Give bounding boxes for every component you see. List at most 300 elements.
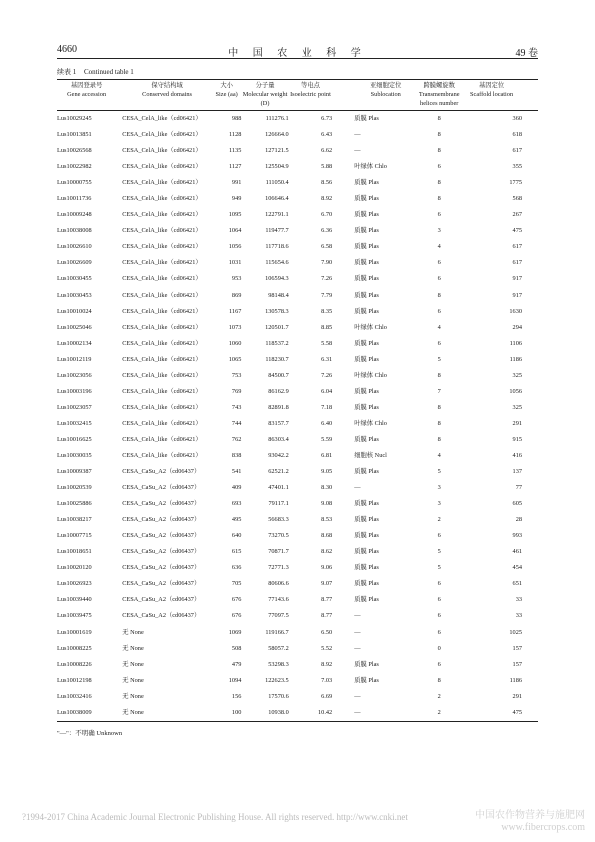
cell-sublocation: 叶绿体 Chlo — [354, 419, 387, 427]
cell-size: 479 — [231, 660, 242, 668]
cell-sublocation: 质膜 Plas — [354, 275, 379, 283]
cell-transmembrane: 4 — [437, 452, 441, 459]
cell-accession: Lus10023057 — [57, 403, 92, 411]
cell-sublocation: 质膜 Plas — [354, 403, 379, 411]
cell-transmembrane: 8 — [437, 131, 441, 139]
cell-sublocation: 质膜 Plas — [354, 435, 379, 443]
cell-isoelectric-point: 5.58 — [321, 339, 333, 347]
table-row — [57, 480, 538, 496]
cell-sublocation: — — [354, 644, 361, 652]
cell-transmembrane: 4 — [437, 243, 441, 251]
cell-transmembrane: 5 — [437, 548, 441, 556]
page-number: 4660 — [57, 44, 77, 55]
cell-isoelectric-point: 8.77 — [321, 612, 333, 620]
cell-scaffold: 33 — [515, 612, 522, 620]
table-note: "—"：不明确 Unknown — [57, 730, 123, 737]
cell-scaffold: 1056 — [509, 387, 522, 395]
cell-sublocation: 质膜 Plas — [354, 307, 379, 315]
cell-accession: Lus10030455 — [57, 275, 92, 283]
journal-title: 中 国 农 业 科 学 — [228, 48, 367, 59]
cell-accession: Lus10001619 — [57, 628, 92, 636]
cell-domain: CESA_CaSu_A2（cd06437） — [122, 532, 201, 540]
running-header — [57, 44, 538, 58]
cell-size: 1128 — [229, 131, 242, 139]
table-row — [57, 673, 538, 689]
cell-size: 1031 — [228, 259, 242, 267]
cell-isoelectric-point: 9.07 — [321, 580, 333, 588]
cell-domain: CESA_CaSu_A2（cd06437） — [122, 548, 201, 556]
cell-size: 744 — [231, 419, 242, 427]
cell-scaffold: 360 — [512, 115, 522, 123]
cell-scaffold: 454 — [512, 564, 522, 572]
cell-accession: Lus10012198 — [57, 676, 92, 684]
cell-size: 1135 — [229, 147, 242, 155]
cell-domain: 无 None — [122, 644, 144, 652]
cell-sublocation: 质膜 Plas — [354, 548, 379, 556]
cell-accession: Lus10008226 — [57, 660, 92, 668]
cell-molecular-weight: 82891.8 — [268, 403, 289, 411]
cell-size: 541 — [231, 468, 242, 476]
cell-molecular-weight: 86162.9 — [268, 387, 289, 395]
cell-accession: Lus10020120 — [57, 564, 92, 572]
cell-scaffold: 568 — [512, 195, 522, 203]
cell-domain: CESA_CelA_like（cd06421） — [122, 355, 202, 363]
table-row — [57, 608, 538, 624]
cell-sublocation: 叶绿体 Chlo — [354, 163, 387, 171]
cell-size: 100 — [212, 705, 241, 722]
cell-sublocation: — — [354, 147, 361, 155]
cell-molecular-weight: 77143.6 — [268, 596, 289, 604]
cell-transmembrane: 6 — [437, 307, 441, 315]
cell-scaffold: 618 — [512, 131, 522, 139]
cell-scaffold: 157 — [512, 644, 522, 652]
cell-transmembrane: 8 — [437, 371, 441, 379]
table-caption — [57, 67, 140, 77]
cell-size: 693 — [231, 500, 242, 508]
cell-scaffold: 617 — [512, 243, 522, 251]
cell-sublocation: — — [354, 484, 361, 492]
cell-size: 988 — [231, 115, 242, 123]
cell-accession: Lus10003196 — [57, 387, 92, 395]
cell-scaffold: 475 — [512, 227, 522, 235]
cell-accession: Lus10038009 — [57, 705, 116, 722]
cell-domain: CESA_CelA_like（cd06421） — [122, 371, 202, 379]
cell-sublocation: 质膜 Plas — [354, 580, 379, 588]
cell-accession: Lus10022982 — [57, 163, 92, 171]
cell-molecular-weight: 119477.7 — [265, 227, 289, 235]
cell-size: 1064 — [228, 227, 242, 235]
table-row — [57, 223, 538, 239]
cell-molecular-weight: 10938.0 — [241, 705, 288, 722]
cell-size: 753 — [231, 371, 242, 379]
cell-sublocation: 质膜 Plas — [354, 259, 379, 267]
table-row — [57, 352, 538, 368]
cell-domain: CESA_CelA_like（cd06421） — [122, 307, 202, 315]
cell-scaffold: 461 — [512, 548, 522, 556]
col-header-molecular-weight: 分子量 Molecular weight (D) — [242, 82, 288, 107]
cell-size: 508 — [231, 644, 242, 652]
cell-sublocation: — — [354, 612, 361, 620]
cell-molecular-weight: 56683.3 — [268, 516, 289, 524]
cell-isoelectric-point: 6.62 — [321, 147, 333, 155]
cell-transmembrane: 6 — [437, 580, 441, 588]
cell-domain: CESA_CaSu_A2（cd06437） — [122, 484, 201, 492]
cell-scaffold: 77 — [515, 484, 522, 492]
cell-molecular-weight: 73270.5 — [268, 532, 289, 540]
cell-scaffold: 917 — [512, 291, 522, 299]
cell-accession: Lus10009387 — [57, 468, 92, 476]
cell-sublocation: — — [354, 628, 361, 636]
table-caption-en: Continued table 1 — [84, 68, 134, 76]
cell-transmembrane: 3 — [437, 484, 441, 492]
cell-scaffold: 28 — [515, 516, 522, 524]
cell-molecular-weight: 79117.1 — [268, 500, 289, 508]
cell-accession: Lus10002134 — [57, 339, 92, 347]
cell-transmembrane: 8 — [437, 195, 441, 203]
cell-transmembrane: 8 — [437, 676, 441, 684]
cell-isoelectric-point: 6.81 — [321, 452, 333, 459]
col-header-isoelectric-point: 等电点 Isoelectric point — [290, 82, 331, 98]
cell-accession: Lus10030453 — [57, 291, 92, 299]
table-caption-zh: 续表 1 — [57, 68, 77, 76]
cell-molecular-weight: 98148.4 — [268, 291, 289, 299]
cell-size: 1073 — [228, 323, 242, 331]
cell-isoelectric-point: 6.36 — [321, 227, 333, 235]
cell-domain: CESA_CaSu_A2（cd06437） — [122, 500, 201, 508]
cell-size: 762 — [231, 435, 242, 443]
cell-molecular-weight: 122791.1 — [265, 211, 289, 219]
cell-transmembrane: 6 — [437, 596, 441, 604]
cell-sublocation: 质膜 Plas — [354, 500, 379, 508]
cell-isoelectric-point: 8.56 — [321, 179, 333, 187]
cell-transmembrane: 6 — [437, 660, 441, 668]
table-row — [57, 576, 538, 592]
table-row — [57, 271, 538, 287]
cell-accession: Lus10012119 — [57, 355, 92, 363]
copyright-footer: ?1994-2017 China Academic Journal Electronic Publishing House. All rights reserved. http://www.cnki.net — [22, 812, 408, 822]
table-row — [57, 191, 538, 207]
cell-transmembrane: 6 — [437, 339, 441, 347]
cell-scaffold: 416 — [512, 452, 522, 459]
cell-molecular-weight: 111276.1 — [265, 115, 289, 123]
cell-size: 1094 — [228, 676, 242, 684]
cell-molecular-weight: 77097.5 — [268, 612, 289, 620]
cell-sublocation: 质膜 Plas — [354, 468, 379, 476]
cell-scaffold: 1775 — [509, 179, 522, 187]
col-header-transmembrane: 跨膜螺旋数 Transmembrane helices number — [418, 82, 460, 107]
cell-sublocation: 叶绿体 Chlo — [354, 323, 387, 331]
cell-accession: Lus10038008 — [57, 227, 92, 235]
cell-size: 1127 — [229, 163, 242, 171]
cell-size: 636 — [231, 564, 242, 572]
cell-scaffold: 1025 — [509, 628, 522, 636]
cell-transmembrane: 6 — [437, 532, 441, 540]
cell-sublocation: 质膜 Plas — [354, 596, 379, 604]
cell-accession: Lus10025046 — [57, 323, 92, 331]
cell-molecular-weight: 53298.3 — [268, 660, 289, 668]
cell-sublocation: 质膜 Plas — [354, 179, 379, 187]
cell-molecular-weight: 86303.4 — [268, 435, 289, 443]
cell-molecular-weight: 118230.7 — [265, 355, 289, 363]
cell-domain: 无 None — [122, 676, 144, 684]
cell-size: 676 — [231, 596, 242, 604]
table-row — [57, 512, 538, 528]
cell-isoelectric-point: 7.79 — [321, 291, 333, 299]
cell-isoelectric-point: 6.70 — [321, 211, 333, 219]
cell-isoelectric-point: 9.05 — [321, 468, 333, 476]
table-row — [57, 560, 538, 576]
cell-domain: CESA_CelA_like（cd06421） — [122, 275, 202, 283]
col-header-accession: 基因登录号 Gene accession — [67, 82, 107, 98]
cell-size: 676 — [231, 612, 242, 620]
cell-size: 953 — [231, 275, 242, 283]
cell-isoelectric-point: 7.90 — [321, 259, 333, 267]
cell-transmembrane: 8 — [437, 179, 441, 187]
table-row — [57, 336, 538, 352]
cell-molecular-weight: 120501.7 — [265, 323, 289, 331]
cell-accession: Lus10039475 — [57, 612, 92, 620]
table-body — [57, 111, 538, 722]
cell-molecular-weight: 72771.3 — [268, 564, 289, 572]
cell-accession: Lus10007715 — [57, 532, 92, 540]
table-row — [57, 175, 538, 191]
cell-sublocation: 质膜 Plas — [354, 195, 379, 203]
cell-isoelectric-point: 7.03 — [321, 676, 333, 684]
table-row — [57, 496, 538, 512]
cell-domain: CESA_CelA_like（cd06421） — [122, 211, 202, 219]
cell-sublocation: 质膜 Plas — [354, 339, 379, 347]
cell-transmembrane: 6 — [437, 612, 441, 620]
cell-accession: Lus10011736 — [57, 195, 92, 203]
cell-domain: CESA_CelA_like（cd06421） — [122, 195, 202, 203]
cell-isoelectric-point: 6.58 — [321, 243, 333, 251]
cell-scaffold: 1186 — [509, 676, 522, 684]
cell-sublocation: — — [332, 705, 417, 722]
cell-scaffold: 915 — [512, 435, 522, 443]
cell-molecular-weight: 106646.4 — [265, 195, 289, 203]
cell-isoelectric-point: 5.88 — [321, 163, 333, 171]
cell-size: 991 — [231, 179, 242, 187]
cell-domain: CESA_CaSu_A2（cd06437） — [122, 612, 201, 620]
cell-accession: Lus10032416 — [57, 692, 92, 700]
cell-molecular-weight: 118537.2 — [265, 339, 289, 347]
cell-isoelectric-point: 9.08 — [321, 500, 333, 508]
cell-transmembrane: 8 — [437, 419, 441, 427]
cell-accession: Lus10009248 — [57, 211, 92, 219]
cell-scaffold: 617 — [512, 259, 522, 267]
cell-transmembrane: 6 — [437, 628, 441, 636]
cell-transmembrane: 8 — [437, 435, 441, 443]
cell-isoelectric-point: 8.30 — [321, 484, 333, 492]
cell-size: 869 — [231, 291, 242, 299]
header-rule — [57, 58, 538, 59]
cell-domain: CESA_CelA_like（cd06421） — [122, 419, 202, 427]
cell-isoelectric-point: 6.50 — [321, 628, 333, 636]
cell-size: 1065 — [228, 355, 242, 363]
cell-isoelectric-point: 6.69 — [321, 692, 333, 700]
cell-transmembrane: 8 — [437, 291, 441, 299]
cell-isoelectric-point: 5.52 — [321, 644, 333, 652]
cell-isoelectric-point: 6.73 — [321, 115, 333, 123]
cell-sublocation: — — [354, 131, 361, 139]
cell-transmembrane: 5 — [437, 468, 441, 476]
cell-isoelectric-point: 10.42 — [289, 705, 332, 722]
table-row — [57, 657, 538, 673]
cell-sublocation: 质膜 Plas — [354, 564, 379, 572]
cell-molecular-weight: 122623.5 — [265, 676, 289, 684]
cell-sublocation: 质膜 Plas — [354, 532, 379, 540]
cell-transmembrane: 2 — [437, 516, 441, 524]
table-row — [57, 111, 538, 128]
cell-molecular-weight: 119166.7 — [265, 628, 289, 636]
table-row — [57, 689, 538, 705]
cell-scaffold: 355 — [512, 163, 522, 171]
cell-transmembrane: 3 — [437, 227, 441, 235]
cell-scaffold: 617 — [512, 147, 522, 155]
cell-size: 156 — [231, 692, 242, 700]
cell-sublocation: 叶绿体 Chlo — [354, 371, 387, 379]
cell-domain: CESA_CelA_like（cd06421） — [122, 163, 202, 171]
cell-transmembrane: 7 — [437, 387, 441, 395]
cell-molecular-weight: 80606.6 — [268, 580, 289, 588]
cell-accession: Lus10023056 — [57, 371, 92, 379]
cell-size: 1060 — [228, 339, 242, 347]
cell-isoelectric-point: 8.92 — [321, 660, 333, 668]
cell-size: 769 — [231, 387, 242, 395]
cell-accession: Lus10020539 — [57, 484, 92, 492]
cell-scaffold: 605 — [512, 500, 522, 508]
cell-isoelectric-point: 5.59 — [321, 435, 333, 443]
cell-domain: CESA_CaSu_A2（cd06437） — [122, 564, 201, 572]
cell-size: 743 — [231, 403, 242, 411]
cell-isoelectric-point: 8.85 — [321, 323, 333, 331]
cell-scaffold: 993 — [512, 532, 522, 540]
table-row — [57, 448, 538, 464]
cell-isoelectric-point: 7.18 — [321, 403, 333, 411]
cell-size: 1095 — [228, 211, 242, 219]
cell-domain: CESA_CelA_like（cd06421） — [122, 435, 202, 443]
cell-molecular-weight: 70871.7 — [268, 548, 289, 556]
cell-isoelectric-point: 8.77 — [321, 596, 333, 604]
cell-scaffold: 157 — [512, 660, 522, 668]
cell-domain: CESA_CelA_like（cd06421） — [122, 339, 202, 347]
table-row — [57, 528, 538, 544]
cell-domain: 无 None — [122, 628, 144, 636]
cell-transmembrane: 3 — [437, 500, 441, 508]
cell-sublocation: 质膜 Plas — [354, 355, 379, 363]
cell-isoelectric-point: 8.68 — [321, 532, 333, 540]
cell-size: 1056 — [228, 243, 242, 251]
cell-size: 705 — [231, 580, 242, 588]
cell-domain: CESA_CelA_like（cd06421） — [122, 323, 202, 331]
cell-domain: CESA_CaSu_A2（cd06437） — [122, 596, 201, 604]
cell-scaffold: 291 — [512, 692, 522, 700]
table-row — [57, 255, 538, 271]
table-header — [57, 80, 538, 111]
site-watermark: 中国农作物营养与施肥网 www.fibercrops.com — [475, 810, 585, 833]
cell-accession: Lus10026609 — [57, 259, 92, 267]
cell-sublocation: — — [354, 692, 361, 700]
cell-size: 640 — [231, 532, 242, 540]
cell-accession: Lus10038217 — [57, 516, 92, 524]
cell-accession: Lus10018651 — [57, 548, 92, 556]
cell-accession: Lus10039440 — [57, 596, 92, 604]
cell-molecular-weight: 130578.3 — [265, 307, 289, 315]
cell-size: 838 — [231, 452, 242, 459]
cell-size: 949 — [231, 195, 242, 203]
cell-molecular-weight: 126664.0 — [265, 131, 289, 139]
cell-scaffold: 651 — [512, 580, 522, 588]
cell-isoelectric-point: 8.62 — [321, 548, 333, 556]
col-header-size: 大小 Size (aa) — [215, 82, 238, 98]
cell-isoelectric-point: 6.31 — [321, 355, 333, 363]
table-row — [57, 384, 538, 400]
cell-sublocation: 质膜 Plas — [354, 291, 379, 299]
cell-molecular-weight: 111050.4 — [265, 179, 289, 187]
cell-accession: Lus10026923 — [57, 580, 92, 588]
cell-size: 409 — [231, 484, 242, 492]
cell-domain: CESA_CelA_like（cd06421） — [122, 147, 202, 155]
table-row — [57, 705, 538, 722]
table-row — [57, 400, 538, 416]
cell-accession: Lus10025886 — [57, 500, 92, 508]
cell-transmembrane: 5 — [437, 355, 441, 363]
col-header-domains: 保守结构域 Conserved domains — [142, 82, 192, 98]
cell-isoelectric-point: 7.26 — [321, 275, 333, 283]
cell-scaffold: 1630 — [509, 307, 522, 315]
cell-molecular-weight: 84500.7 — [268, 371, 289, 379]
cell-sublocation: 质膜 Plas — [354, 387, 379, 395]
cell-sublocation: 质膜 Plas — [354, 660, 379, 668]
gene-table — [57, 79, 538, 722]
col-header-scaffold: 基因定位 Scaffold location — [470, 82, 514, 98]
cell-molecular-weight: 127121.5 — [265, 147, 289, 155]
cell-molecular-weight: 117718.6 — [265, 243, 289, 251]
cell-transmembrane: 2 — [437, 692, 441, 700]
cell-molecular-weight: 115654.6 — [265, 259, 289, 267]
volume-label: 49 卷 — [515, 48, 538, 59]
cell-sublocation: 质膜 Plas — [354, 516, 379, 524]
table-row — [57, 432, 538, 448]
cell-domain: CESA_CelA_like（cd06421） — [122, 291, 202, 299]
cell-domain: CESA_CelA_like（cd06421） — [122, 131, 202, 139]
cell-size: 1069 — [228, 628, 242, 636]
cell-sublocation: 质膜 Plas — [354, 243, 379, 251]
cell-domain: CESA_CelA_like（cd06421） — [122, 179, 202, 187]
cell-domain: CESA_CelA_like（cd06421） — [122, 387, 202, 395]
table-row — [57, 416, 538, 432]
cell-isoelectric-point: 8.53 — [321, 516, 333, 524]
cell-isoelectric-point: 6.04 — [321, 387, 333, 395]
cell-accession: Lus10026610 — [57, 243, 92, 251]
cell-transmembrane: 6 — [437, 259, 441, 267]
cell-transmembrane: 8 — [437, 147, 441, 155]
cell-transmembrane: 8 — [437, 403, 441, 411]
table-row — [57, 320, 538, 336]
table-row — [57, 464, 538, 480]
cell-size: 615 — [231, 548, 242, 556]
table-row — [57, 368, 538, 384]
cell-isoelectric-point: 7.26 — [321, 371, 333, 379]
cell-isoelectric-point: 8.92 — [321, 195, 333, 203]
cell-accession: Lus10010024 — [57, 307, 92, 315]
cell-molecular-weight: 93042.2 — [268, 452, 289, 459]
cell-transmembrane: 6 — [437, 163, 441, 171]
cell-molecular-weight: 125504.9 — [265, 163, 289, 171]
cell-sublocation: 质膜 Plas — [354, 211, 379, 219]
cell-domain: CESA_CelA_like（cd06421） — [122, 403, 202, 411]
cell-domain: CESA_CelA_like（cd06421） — [122, 259, 202, 267]
